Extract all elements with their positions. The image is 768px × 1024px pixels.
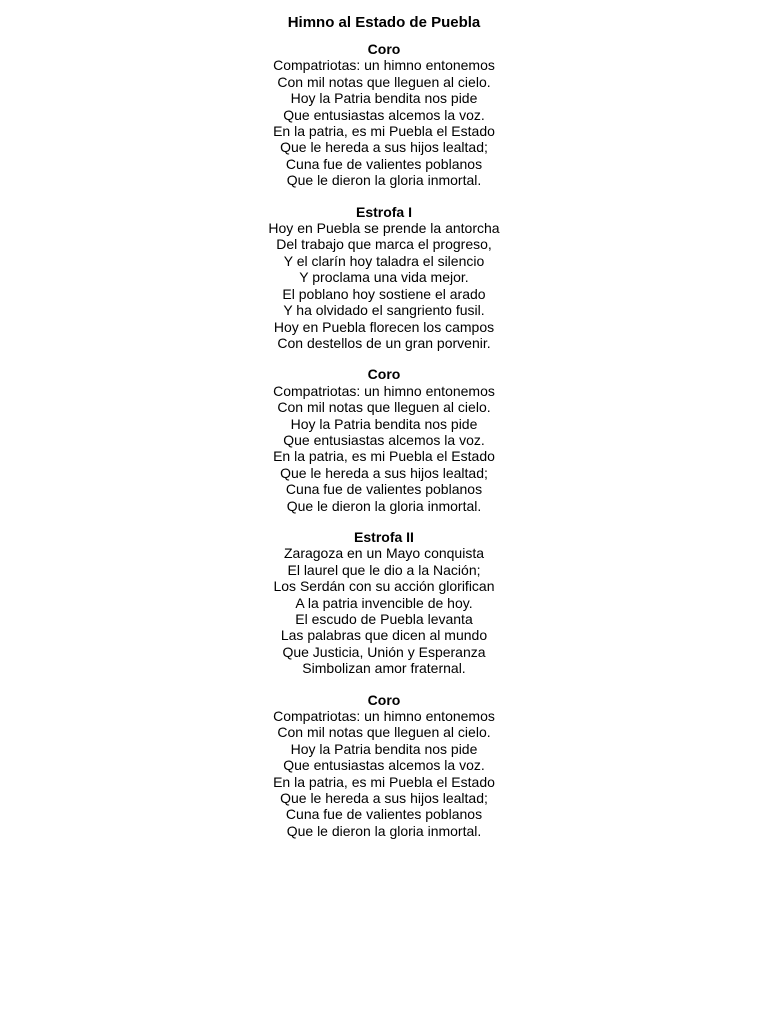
verse-line: Que le hereda a sus hijos lealtad; bbox=[280, 464, 488, 481]
verse-line: En la patria, es mi Puebla el Estado bbox=[273, 448, 495, 465]
verse-line: Cuna fue de valientes poblanos bbox=[285, 481, 483, 498]
verse-line: A la patria invencible de hoy. bbox=[295, 594, 473, 611]
section-heading: Coro bbox=[367, 366, 401, 383]
verse-line: Que entusiastas alcemos la voz. bbox=[283, 757, 485, 774]
verse-line: Que entusiastas alcemos la voz. bbox=[283, 431, 485, 448]
section-estrofa-i bbox=[0, 204, 768, 352]
verse-line: Que le hereda a sus hijos lealtad; bbox=[280, 139, 488, 156]
verse-line: El escudo de Puebla levanta bbox=[295, 611, 473, 627]
verse-line: En la patria, es mi Puebla el Estado bbox=[273, 773, 495, 790]
document-page bbox=[0, 13, 768, 854]
verse-line: Y ha olvidado el sangriento fusil. bbox=[283, 302, 485, 319]
verse-line: Compatriotas: un himno entonemos bbox=[273, 708, 495, 725]
verse-line: Hoy en Puebla florecen los campos bbox=[273, 318, 495, 335]
section-heading: Coro bbox=[367, 41, 401, 57]
verse-line: Que le dieron la gloria inmortal. bbox=[286, 497, 482, 514]
verse-line: Que Justicia, Unión y Esperanza bbox=[282, 643, 486, 660]
verse-line: Los Serdán con su acción glorifican bbox=[273, 578, 495, 595]
section-heading: Estrofa I bbox=[355, 203, 412, 220]
verse-line: Hoy en Puebla se prende la antorcha bbox=[268, 220, 500, 237]
verse-line: Que le dieron la gloria inmortal. bbox=[286, 822, 482, 839]
document-title: Himno al Estado de Puebla bbox=[287, 14, 481, 31]
verse-line: Y proclama una vida mejor. bbox=[299, 269, 469, 286]
verse-line: Con mil notas que lleguen al cielo. bbox=[277, 724, 491, 741]
verse-line: Y el clarín hoy taladra el silencio bbox=[283, 252, 485, 269]
section-heading: Coro bbox=[367, 691, 401, 708]
verse-line: Con mil notas que lleguen al cielo. bbox=[277, 73, 491, 90]
verse-line: El poblano hoy sostiene el arado bbox=[282, 285, 486, 302]
verse-line: Que entusiastas alcemos la voz. bbox=[283, 106, 485, 123]
verse-line: Con mil notas que lleguen al cielo. bbox=[277, 399, 491, 416]
section-coro bbox=[0, 41, 768, 189]
verse-line: Con destellos de un gran porvenir. bbox=[277, 334, 491, 351]
verse-line: Hoy la Patria bendita nos pide bbox=[290, 415, 478, 432]
verse-line: Simbolizan amor fraternal. bbox=[302, 660, 466, 677]
sections-container bbox=[0, 41, 768, 839]
verse-line: Zaragoza en un Mayo conquista bbox=[283, 545, 484, 562]
verse-line: Las palabras que dicen al mundo bbox=[280, 627, 488, 644]
verse-line: Compatriotas: un himno entonemos bbox=[273, 382, 495, 399]
verse-line: Compatriotas: un himno entonemos bbox=[273, 57, 495, 74]
verse-line: En la patria, es mi Puebla el Estado bbox=[273, 123, 495, 140]
section-heading: Estrofa II bbox=[354, 528, 414, 545]
verse-line: Hoy la Patria bendita nos pide bbox=[290, 740, 478, 757]
verse-line: Hoy la Patria bendita nos pide bbox=[290, 90, 478, 107]
verse-line: Cuna fue de valientes poblanos bbox=[285, 155, 483, 172]
verse-line: Que le dieron la gloria inmortal. bbox=[286, 172, 482, 189]
verse-line: Cuna fue de valientes poblanos bbox=[285, 806, 483, 823]
verse-line: El laurel que le dio a la Nación; bbox=[287, 561, 481, 578]
section-coro bbox=[0, 366, 768, 514]
verse-line: Del trabajo que marca el progreso, bbox=[276, 236, 492, 253]
verse-line: Que le hereda a sus hijos lealtad; bbox=[280, 790, 488, 807]
section-estrofa-ii bbox=[0, 529, 768, 677]
section-coro bbox=[0, 692, 768, 840]
